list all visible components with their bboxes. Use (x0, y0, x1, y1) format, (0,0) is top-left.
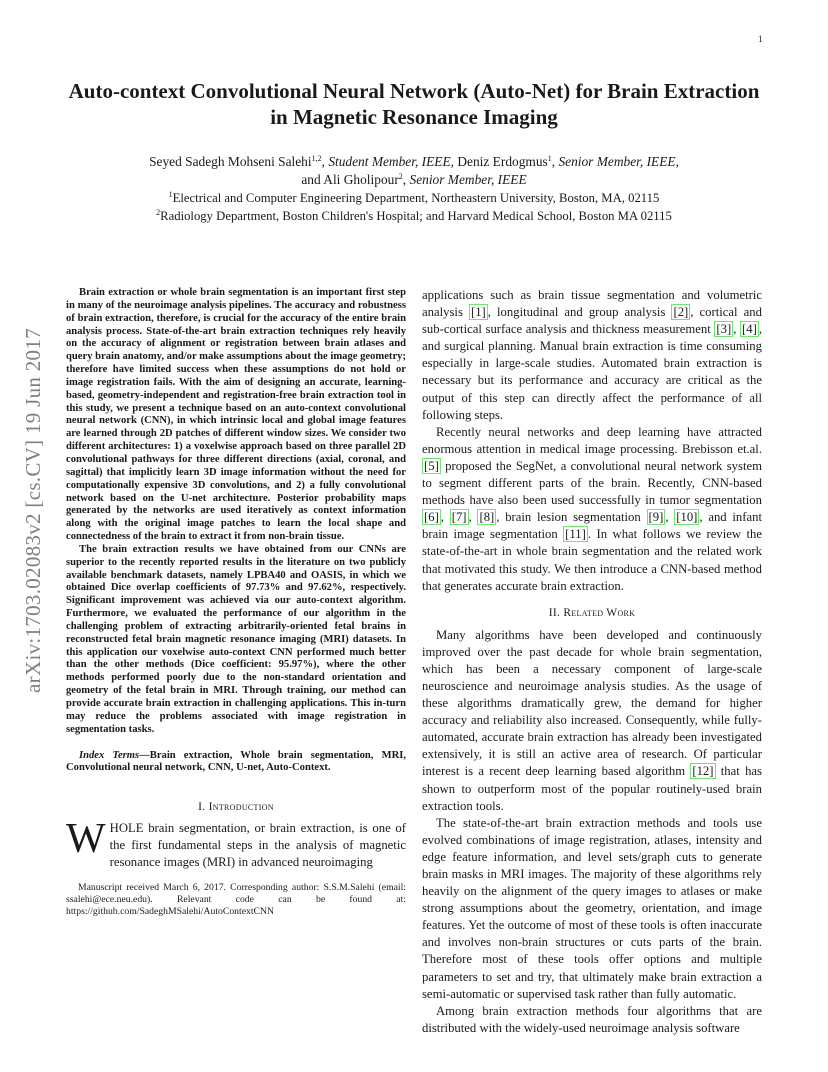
text-run: , (468, 510, 478, 525)
affiliation-text: Electrical and Computer Engineering Department, Northeastern University, Boston, MA, 02115 (172, 191, 660, 205)
affiliation-marker: 1 (168, 190, 173, 199)
text-run: , (440, 510, 450, 525)
citation-link[interactable]: [11] (565, 527, 586, 542)
abstract-paragraph-1: Brain extraction or whole brain segmentation is an important first step in many of the neuroimage analysis pipelines. The accuracy and robustness of brain extraction, therefore, is crucial for the accuracy of the entire brain analysis process. State-of-the-art brain extraction techniques rely heavily on the accuracy of alignment or registration between brain atlases and query brain anatomy, and/or make assumptions about the image geometry; therefore have limited success when these assumptions do not hold or image registration fails. With the aim of designing an accurate, learning-based, geometry-independent and registration-free brain extraction tool in this study, we present a technique based on an auto-context convolutional neural network (CNN), in which intrinsic local and global image features are learned through 2D patches of different window sizes. We consider two different architectures: 1) a voxelwise approach based on three parallel 2D convolutional pathways for three different directions (axial, coronal, and sagittal) that implicitly learn 3D image information without the need for computationally expensive 3D convolutions, and 2) a fully convolutional network based on the U-net architecture. Posterior probability maps generated by the networks are used iteratively as context information along with the original image patches to learn the local shape and connectedness of the brain to extract it from non-brain tissue. (66, 287, 406, 543)
citation-link[interactable]: [2] (673, 305, 689, 320)
citation-link[interactable]: [12] (692, 764, 714, 779)
citation-link[interactable]: [4] (742, 322, 757, 337)
footnote: Manuscript received March 6, 2017. Corresponding author: S.S.M.Salehi (email: ssalehi@ece.neu.edu). Relevant code can be found at: https://github.com/SadeghMSalehi/AutoContextCNN (66, 881, 406, 917)
introduction-body (66, 816, 406, 871)
right-column (422, 287, 762, 1037)
arxiv-identifier (20, 290, 46, 730)
introduction-paragraph (66, 816, 406, 871)
citation-link[interactable]: [6] (424, 510, 439, 525)
body-paragraph-3 (422, 627, 762, 815)
section-title: Related Work (563, 606, 636, 619)
text-run: that has shown to outperform most of the popular routinely-used brain extraction tools. (422, 764, 762, 813)
citation-link[interactable]: [1] (470, 305, 486, 320)
citation-link[interactable]: [9] (648, 510, 664, 525)
affiliation-2 (60, 207, 768, 225)
index-terms-text: —Brain extraction, Whole brain segmentation, MRI, Convolutional neural network, CNN, U-net, Auto-Context. (66, 749, 406, 774)
author-role: Senior Member, IEEE (409, 172, 527, 187)
affiliation-1 (60, 189, 768, 207)
text-run: , and surgical planning. Manual brain extraction is time consuming especially in large-scale studies. Automated brain extraction is necessary but its performance and accuracy are critical as the output of this step can directly affect the performance of all following steps. (422, 322, 762, 422)
section-heading-related-work (422, 607, 762, 619)
text-run: proposed the SegNet, a convolutional neural network system to segment different parts of the brain. Recently, CNN-based methods have also been used successfully in tumor segmentation (422, 458, 762, 508)
text-run: , and infant brain image segmentation (422, 510, 762, 542)
drop-cap: W (66, 816, 106, 863)
introduction-text: HOLE brain segmentation, or brain extraction, is one of the first fundamental steps in the analysis of magnetic resonance images (MRI) in advanced neuroimaging (109, 821, 406, 870)
author-affiliation-marker: 2 (398, 172, 403, 181)
affiliation-marker: 2 (156, 208, 161, 217)
paper-title: Auto-context Convolutional Neural Network (Auto-Net) for Brain Extraction in Magnetic Resonance Imaging (68, 79, 760, 129)
body-paragraph-5: Among brain extraction methods four algorithms that are distributed with the widely-used neuroimage analysis software (422, 1003, 762, 1035)
author-name: Seyed Sadegh Mohseni Salehi (149, 154, 312, 169)
text-run: , brain lesion segmentation (496, 510, 647, 525)
text-run: , longitudinal and group analysis (487, 305, 672, 320)
page-number: 1 (758, 34, 763, 44)
text-run: , cortical and sub-cortical surface analysis and thickness measurement (422, 305, 762, 337)
section-heading-introduction (66, 801, 406, 813)
section-number: II. (548, 606, 564, 619)
citation-link[interactable]: [10] (676, 510, 698, 525)
section-number: I. (198, 801, 209, 814)
author-line-2: and Ali Gholipour$^2$, Senior Member, IEEE (301, 172, 527, 187)
author-role: Student Member, IEEE, (328, 154, 454, 169)
author-affiliation-marker: 1 (547, 154, 552, 163)
citation-link[interactable]: [3] (716, 322, 732, 337)
citation-link[interactable]: [5] (424, 458, 439, 473)
text-run: , (733, 322, 741, 337)
author-line-1: Seyed Sadegh Mohseni Salehi$^{1,2}$, Student Member, IEEE, Deniz Erdogmus$^1$, Senior Member, IEEE, (149, 154, 679, 169)
author-role: Senior Member, IEEE, (558, 154, 679, 169)
text-run: . In what follows we review the state-of-the-art in whole brain segmentation and the related work that motivated this study. We then introduce a CNN-based method that generates accurate brain extraction. (422, 527, 762, 593)
index-terms (66, 750, 406, 776)
affiliation-text: Radiology Department, Boston Children's Hospital; and Harvard Medical School, Boston MA 02115 (160, 209, 672, 223)
arxiv-identifier-text: arXiv:1703.02083v2 [cs.CV] 19 Jun 2017 (20, 327, 45, 693)
body-paragraph-1 (422, 287, 762, 424)
section-title: Introduction (208, 801, 274, 814)
citation-link[interactable]: [7] (451, 510, 467, 525)
body-paragraph-2 (422, 424, 762, 595)
author-affiliation-marker: 1,2 (311, 154, 322, 163)
abstract (66, 287, 406, 775)
author-name: Deniz Erdogmus (457, 154, 548, 169)
index-terms-label: Index Terms (79, 749, 140, 761)
text-run: applications such as brain tissue segmentation and volumetric analysis (422, 288, 762, 320)
text-run: Many algorithms have been developed and continuously improved over the past decade for whole brain segmentation, which has been a necessary component of large-scale neuroscience and neuroimage analysis studies. As the usage of these algorithms dramatically grew, the demand for higher accuracy and reliability also increased. Consequently, while fully-automated, accurate brain extraction has already been investigated extensively, it is still an active area of research. Of particular interest is a recent deep learning based algorithm (422, 627, 762, 779)
text-run: Recently neural networks and deep learning have attracted enormous attention in medical image processing. Brebisson et.al. (422, 424, 762, 456)
left-column (66, 287, 406, 918)
author-block (60, 153, 768, 225)
author-name: and Ali Gholipour (301, 172, 399, 187)
citation-link[interactable]: [8] (479, 510, 495, 525)
text-run: , (665, 510, 675, 525)
abstract-paragraph-2: The brain extraction results we have obtained from our CNNs are superior to the recently reported results in the literature on two publicly available benchmark datasets, namely LPBA40 and OASIS, in which we obtained Dice overlap coefficients of 97.73% and 97.62%, respectively. Significant improvement was achieved via our auto-context algorithm. Furthermore, we evaluated the performance of our algorithm in the challenging problem of extracting arbitrarily-oriented fetal brains in reconstructed fetal brain magnetic resonance imaging (MRI) datasets. In this application our voxelwise auto-context CNN performed much better than the other methods (Dice coefficient: 95.97%), where the other methods performed poorly due to the non-standard orientation and geometry of the fetal brain in MRI. Through training, our method can provide accurate brain extraction in challenging applications. This in-turn may reduce the problems associated with image registration in segmentation tasks. (66, 543, 406, 735)
body-paragraph-4: The state-of-the-art brain extraction methods and tools use evolved combinations of image registration, atlases, intensity and edge feature information, and level sets/graph cuts to generate brain masks in MRI images. The majority of these algorithms rely heavily on the alignment of the query images to atlases or make strong assumptions about the geometry, orientation, and image features. Yet the outcome of most of these tools is often inaccurate and involves non-brain structures or cuts parts of the brain. Therefore most of these tools offer options and multiple parameters to set and try, that ultimately make brain extraction a semi-automatic or supervised task rather than fully automatic. (422, 815, 762, 1001)
